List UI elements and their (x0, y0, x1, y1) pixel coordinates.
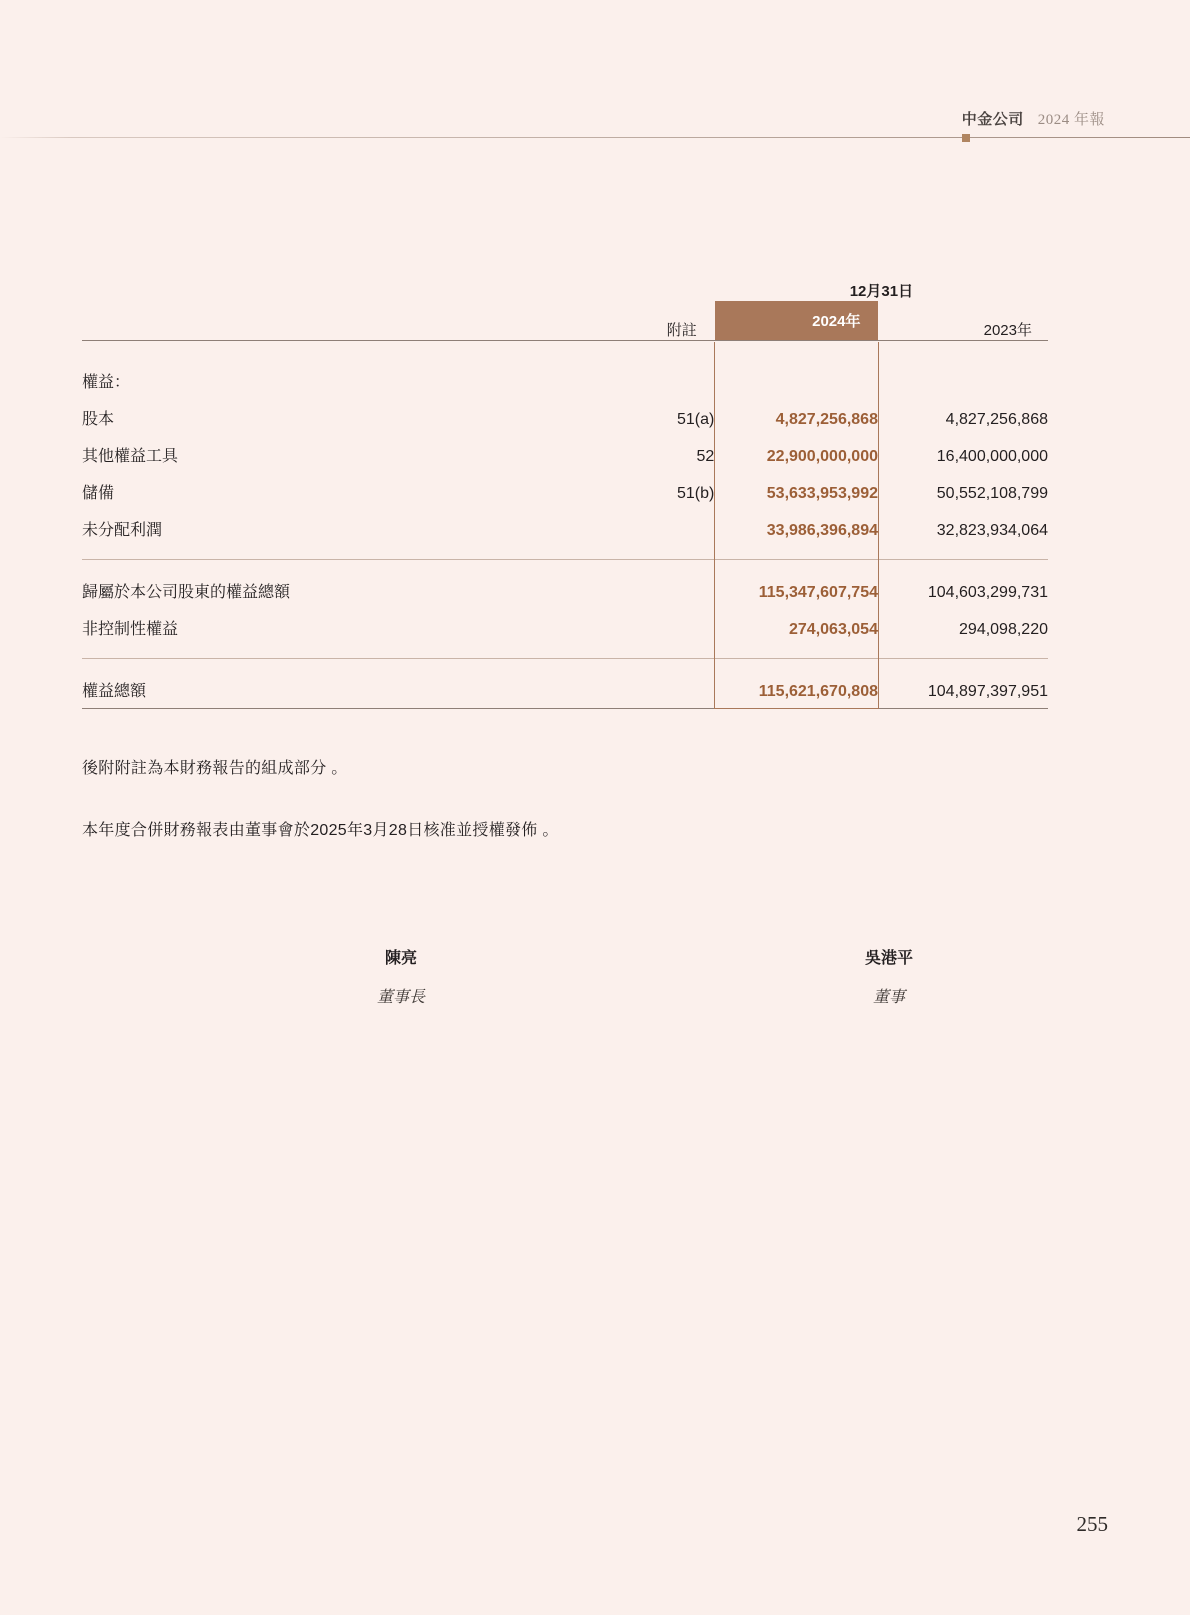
header-company-name: 中金公司 (961, 111, 1024, 128)
table-row (82, 399, 1048, 436)
page-number: 255 (1076, 1512, 1108, 1536)
total-value-2023: 104,897,397,951 (927, 683, 1048, 700)
table-row (82, 572, 1048, 609)
row-value-2024: 274,063,054 (715, 609, 879, 646)
total-value-2024: 115,621,670,808 (715, 671, 879, 709)
row-value-2023: 32,823,934,064 (936, 522, 1048, 539)
column-header-note: 附註 (666, 322, 697, 339)
row-note: 52 (696, 448, 715, 465)
row-note: 51(b) (676, 485, 715, 502)
row-label: 其他權益工具 (82, 448, 179, 465)
row-note (607, 609, 715, 646)
table-row (82, 473, 1048, 510)
table-row (82, 609, 1048, 646)
row-value-2024: 4,827,256,868 (715, 399, 879, 436)
row-label: 非控制性權益 (82, 621, 179, 638)
row-value-2024: 53,633,953,992 (715, 473, 879, 510)
date-header-spacer-2 (607, 280, 715, 301)
date-header-spacer-1 (82, 280, 607, 301)
page-header (962, 108, 1105, 129)
header-report-name: 2024 年報 (1037, 112, 1105, 128)
row-value-2024: 115,347,607,754 (715, 572, 879, 609)
column-header-spacer (82, 301, 607, 341)
row-label: 儲備 (82, 485, 115, 502)
row-label: 股本 (82, 411, 115, 428)
signature-block (82, 945, 1048, 1007)
row-value-2023: 16,400,000,000 (936, 448, 1048, 465)
spacer-row-mid-2 (82, 560, 1048, 572)
row-value-2023: 294,098,220 (959, 621, 1048, 638)
signature-name: 吳港平 (864, 950, 913, 967)
total-label: 權益總額 (82, 683, 147, 700)
row-value-2023: 104,603,299,731 (927, 584, 1048, 601)
header-divider (0, 137, 1190, 138)
signature-director (730, 945, 1048, 1007)
spacer-row-after-rule (82, 659, 1048, 671)
row-label: 歸屬於本公司股東的權益總額 (82, 584, 291, 601)
spacer-row-before-total (82, 646, 1048, 659)
column-header-2024: 2024年 (715, 301, 879, 341)
row-value-2023: 4,827,256,868 (945, 411, 1048, 428)
row-value-2024: 33,986,396,894 (715, 510, 879, 547)
total-note (607, 671, 715, 709)
section-title: 權益： (82, 374, 131, 391)
column-header-2023: 2023年 (983, 322, 1032, 339)
row-note (607, 572, 715, 609)
header-accent-square (962, 134, 970, 142)
row-note: 51(a) (676, 411, 715, 428)
row-value-2024: 22,900,000,000 (715, 436, 879, 473)
row-label: 未分配利潤 (82, 522, 163, 539)
note-paragraph-2: 本年度合併財務報表由董事會於2025年3月28日核准並授權發佈 。 (82, 822, 559, 839)
signature-chairman (242, 945, 560, 1007)
row-note (607, 510, 715, 547)
table-date-header-row (82, 280, 1048, 301)
table-row (82, 436, 1048, 473)
signature-title: 董事長 (376, 989, 425, 1006)
table-column-header-row (82, 301, 1048, 341)
equity-table-container (82, 280, 1048, 709)
date-header-label: 12月31日 (849, 283, 914, 300)
note-paragraph-1: 後附附註為本財務報告的組成部分 。 (82, 760, 348, 777)
section-title-row (82, 362, 1048, 399)
spacer-row-mid (82, 547, 1048, 560)
signature-title: 董事 (872, 989, 905, 1006)
row-value-2023: 50,552,108,799 (936, 485, 1048, 502)
spacer-row-top (82, 342, 1048, 362)
table-row (82, 510, 1048, 547)
equity-table (82, 280, 1048, 709)
signature-name: 陳亮 (384, 950, 417, 967)
table-total-row (82, 671, 1048, 709)
table-bottom-rule (82, 709, 1048, 710)
